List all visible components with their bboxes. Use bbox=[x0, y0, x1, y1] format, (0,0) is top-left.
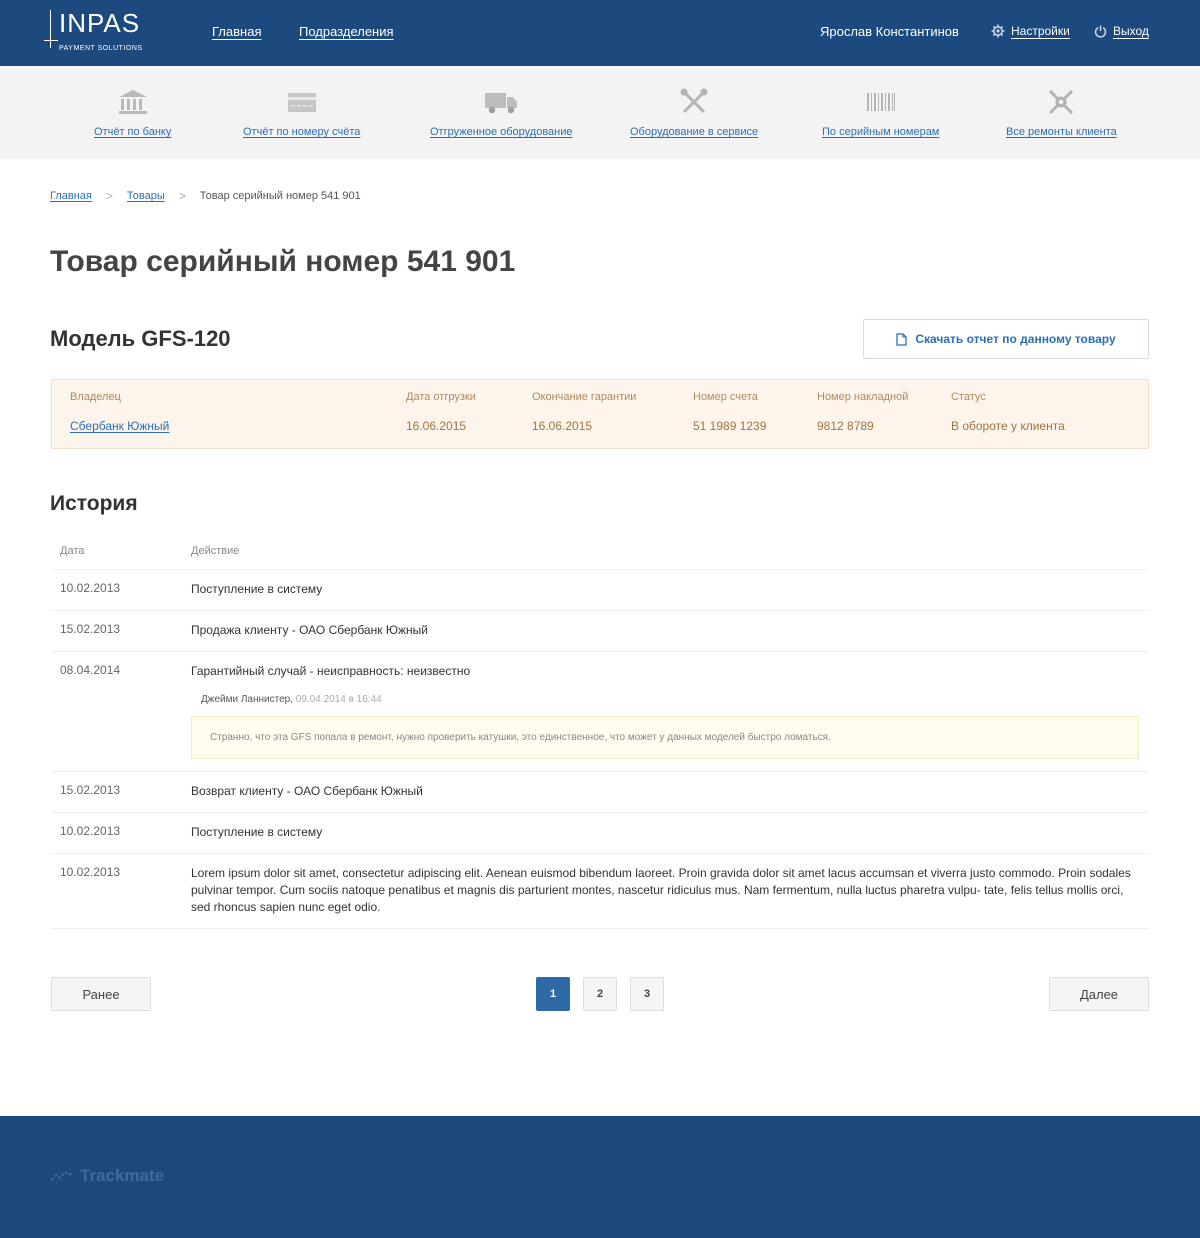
history-header-row bbox=[51, 533, 1149, 570]
info-value: 16.06.2015 bbox=[532, 419, 593, 433]
logout-link[interactable] bbox=[1094, 24, 1149, 38]
history-action-block bbox=[191, 652, 1149, 771]
settings-link[interactable] bbox=[991, 24, 1070, 38]
quicknav-label: Все ремонты клиента bbox=[1006, 126, 1117, 138]
history-date: 08.04.2014 bbox=[60, 663, 121, 677]
history-date: 15.02.2013 bbox=[60, 783, 121, 797]
breadcrumb-home[interactable]: Главная bbox=[50, 190, 92, 202]
breadcrumb bbox=[50, 189, 361, 203]
quicknav-label: Отгруженное оборудование bbox=[430, 126, 573, 138]
history-date: 10.02.2013 bbox=[60, 865, 121, 879]
quicknav-all-client-repairs[interactable] bbox=[1006, 88, 1117, 138]
page-button-3[interactable]: 3 bbox=[630, 977, 664, 1011]
info-ship-date bbox=[406, 391, 476, 433]
model-title: Модель GFS-120 bbox=[50, 326, 231, 351]
gear-icon bbox=[991, 24, 1005, 38]
trackmate-logo[interactable] bbox=[50, 1166, 164, 1186]
comment-timestamp: 09.04.2014 в 16:44 bbox=[295, 694, 382, 705]
history-row-with-comment bbox=[51, 652, 1149, 772]
history-row bbox=[51, 854, 1149, 929]
top-header bbox=[0, 0, 1200, 66]
history-action: Продажа клиенту - ОАО Сбербанк Южный bbox=[191, 623, 428, 637]
info-value: 9812 8789 bbox=[817, 419, 874, 433]
repair-icon bbox=[1046, 88, 1076, 116]
product-info-panel bbox=[51, 379, 1149, 449]
logo-horizontal-line bbox=[44, 40, 58, 41]
history-row bbox=[51, 772, 1149, 813]
history-date: 10.02.2013 bbox=[60, 581, 121, 595]
tools-icon bbox=[679, 88, 709, 116]
info-value: 51 1989 1239 bbox=[693, 419, 767, 433]
breadcrumb-separator: > bbox=[178, 189, 186, 203]
document-icon bbox=[896, 333, 907, 346]
info-header: Номер счета bbox=[693, 391, 758, 403]
inpas-logo[interactable] bbox=[44, 10, 144, 56]
info-header: Номер накладной bbox=[817, 391, 909, 403]
pulse-icon bbox=[50, 1169, 74, 1183]
info-warranty-end bbox=[532, 391, 636, 433]
column-header-action: Действие bbox=[191, 545, 240, 557]
comment-meta bbox=[201, 691, 1139, 708]
info-header: Владелец bbox=[70, 391, 121, 403]
breadcrumb-current: Товар серийный номер 541 901 bbox=[199, 190, 361, 202]
quicknav-label: Отчёт по номеру счёта bbox=[243, 126, 361, 138]
quicknav-shipped-equipment[interactable] bbox=[430, 88, 573, 138]
breadcrumb-products[interactable]: Товары bbox=[126, 190, 165, 202]
next-page-button[interactable]: Далее bbox=[1049, 977, 1149, 1011]
comment-author: Джейми Ланнистер, bbox=[201, 694, 293, 705]
history-row bbox=[51, 570, 1149, 611]
history-action: Поступление в систему bbox=[191, 582, 323, 596]
logout-label: Выход bbox=[1113, 24, 1149, 38]
history-date: 15.02.2013 bbox=[60, 622, 121, 636]
history-row bbox=[51, 813, 1149, 854]
page-title: Товар серийный номер 541 901 bbox=[50, 245, 516, 278]
info-invoice-number bbox=[817, 391, 908, 433]
quicknav-equipment-in-service[interactable] bbox=[630, 88, 758, 138]
user-name[interactable]: Ярослав Константинов bbox=[820, 24, 959, 39]
logo-brand-text: INPAS bbox=[59, 8, 141, 38]
history-title: История bbox=[50, 492, 138, 515]
info-value: 16.06.2015 bbox=[406, 419, 467, 433]
quicknav-account-report[interactable] bbox=[243, 88, 360, 138]
barcode-icon bbox=[866, 88, 896, 116]
breadcrumb-separator: > bbox=[105, 189, 113, 203]
page-button-2[interactable]: 2 bbox=[583, 977, 617, 1011]
comment-text: Странно, что эта GFS попала в ремонт, нужно проверить катушки, это единственное, что может у данных моделей быстро ломаться. bbox=[191, 716, 1139, 759]
truck-icon bbox=[484, 88, 518, 116]
info-owner bbox=[70, 391, 169, 433]
info-status bbox=[951, 391, 1065, 433]
quicknav-label: Оборудование в сервисе bbox=[630, 126, 759, 138]
history-date: 10.02.2013 bbox=[60, 824, 121, 838]
status-value: В обороте у клиента bbox=[951, 419, 1065, 433]
quicknav-serial-numbers[interactable] bbox=[822, 88, 939, 138]
logo-vertical-line bbox=[50, 10, 51, 48]
history-action: Возврат клиенту - ОАО Сбербанк Южный bbox=[191, 784, 423, 798]
quicknav-bank-report[interactable] bbox=[94, 88, 171, 138]
column-header-date: Дата bbox=[60, 545, 85, 557]
page-button-1[interactable]: 1 bbox=[536, 977, 570, 1011]
footer-brand: Trackmate bbox=[80, 1166, 165, 1185]
footer bbox=[0, 1116, 1200, 1238]
settings-label: Настройки bbox=[1011, 24, 1070, 38]
nav-departments-link[interactable]: Подразделения bbox=[299, 24, 394, 39]
quicknav-label: Отчёт по банку bbox=[94, 126, 172, 138]
card-icon bbox=[287, 88, 317, 116]
info-header: Окончание гарантии bbox=[532, 391, 637, 403]
history-action: Lorem ipsum dolor sit amet, consectetur adipiscing elit. Aenean euismod bibendum laoreet. Proin gravida dolor sit amet lacus accumsan et viverra justo commodo. Proin sodales pulvinar tempor. Cum sociis natoque penatibus et magnis dis parturient montes, nascetur ridiculus mus. Nam fermentum, nulla luctus pharetra vulpu- tate, felis tellus mollis orci, sed rhoncus sapien nunc eget odio. bbox=[191, 866, 1131, 914]
download-report-button[interactable] bbox=[863, 319, 1149, 359]
prev-page-button[interactable]: Ранее bbox=[51, 977, 151, 1011]
quicknav-label: По серийным номерам bbox=[822, 126, 940, 138]
history-table bbox=[51, 533, 1149, 929]
power-icon bbox=[1094, 25, 1107, 38]
info-account-number bbox=[693, 391, 766, 433]
history-action: Поступление в систему bbox=[191, 825, 323, 839]
history-action: Гарантийный случай - неисправность: неизвестно bbox=[191, 664, 471, 678]
history-row bbox=[51, 611, 1149, 652]
bank-icon bbox=[117, 88, 149, 116]
download-report-label: Скачать отчет по данному товару bbox=[915, 332, 1116, 346]
quick-nav-bar bbox=[0, 66, 1200, 159]
info-header: Дата отгрузки bbox=[406, 391, 476, 403]
info-header: Статус bbox=[951, 391, 986, 403]
owner-link[interactable]: Сбербанк Южный bbox=[70, 419, 170, 433]
nav-home-link[interactable]: Главная bbox=[212, 24, 262, 39]
logo-subtitle: PAYMENT SOLUTIONS bbox=[59, 45, 143, 52]
